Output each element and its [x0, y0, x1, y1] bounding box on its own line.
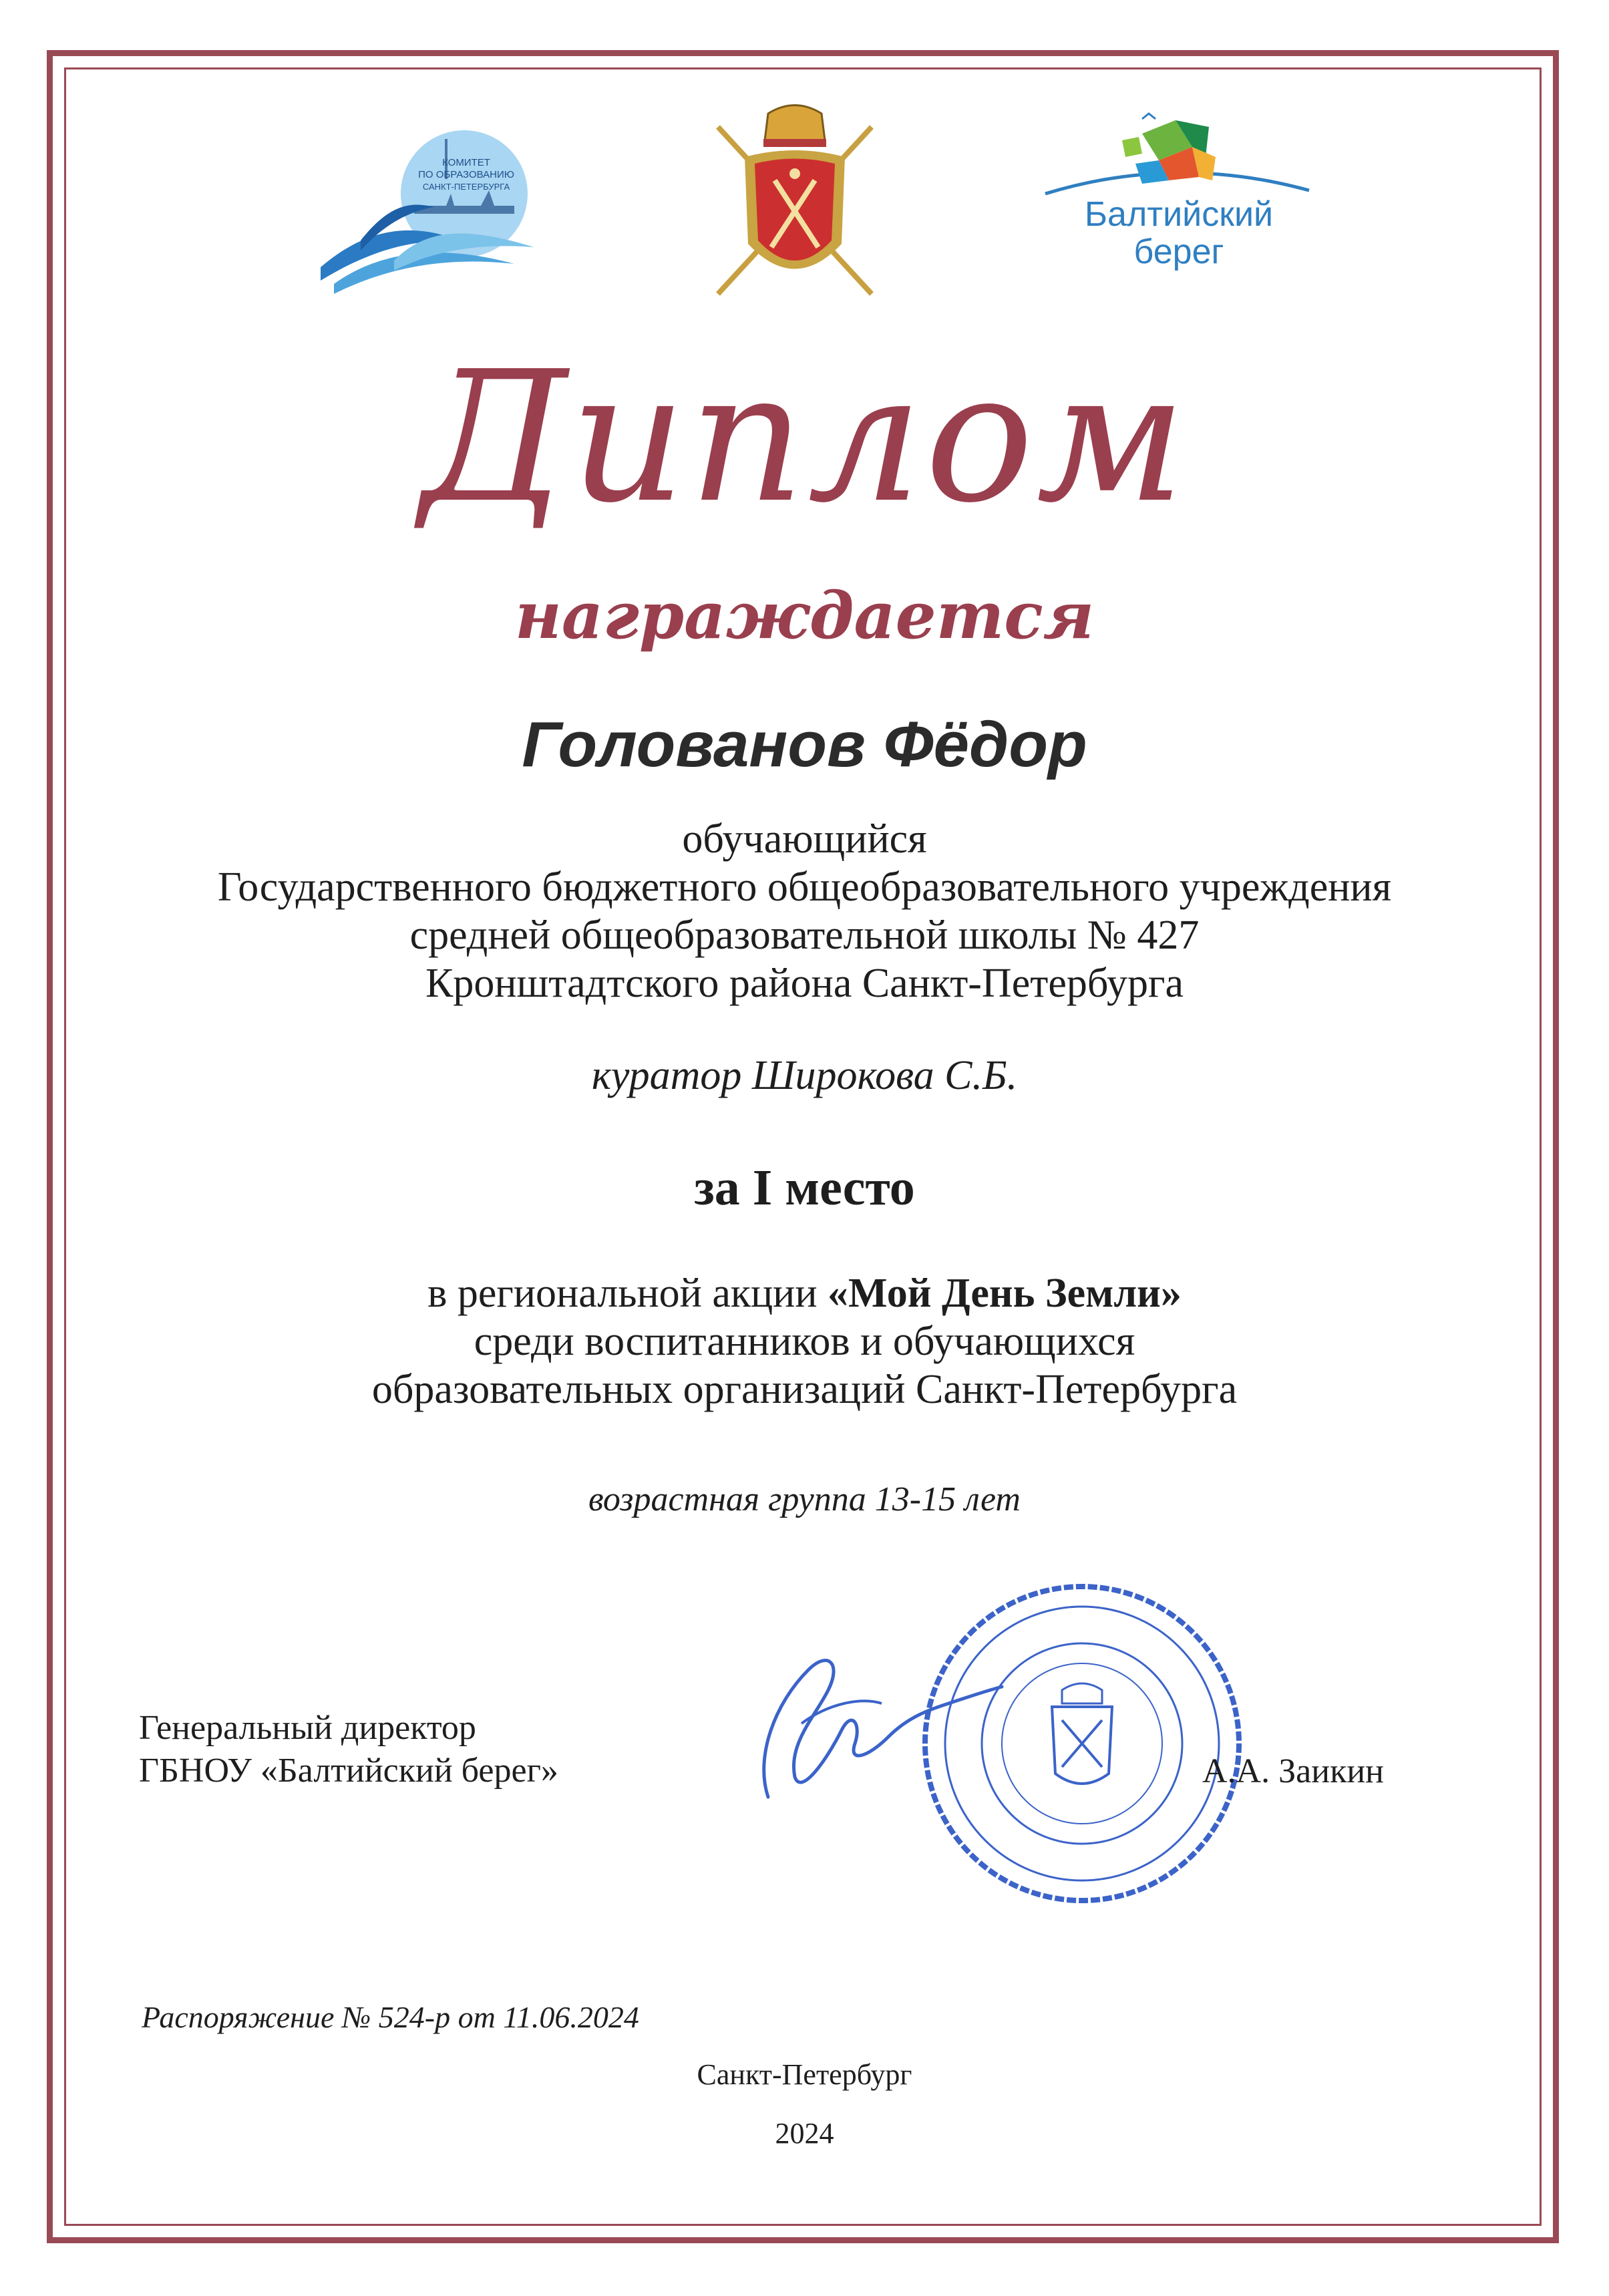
event-line [0, 1269, 1609, 1317]
awarded-label: награждается [514, 578, 1095, 653]
baltic-logo-line-1: Балтийский [1084, 195, 1274, 234]
event-line: образовательных организаций Санкт-Петербурга [371, 1367, 1238, 1412]
event-prefix: в региональной акции [427, 1271, 828, 1316]
official-seal-icon [918, 1580, 1246, 1907]
decree-reference: Распоряжение № 524-р от 11.06.2024 [142, 2000, 639, 2034]
recipient-description [0, 815, 1609, 1007]
baltic-logo-line-2: берег [1133, 232, 1224, 271]
event-name: «Мой День Земли» [828, 1271, 1182, 1316]
recipient-name: Голованов Фёдор [522, 709, 1087, 780]
director-title [139, 1707, 558, 1792]
event-line: среди воспитанников и обучающихся [474, 1319, 1135, 1364]
curator-line: куратор Широкова С.Б. [591, 1053, 1018, 1098]
director-title-line: Генеральный директор [139, 1709, 476, 1747]
committee-logo-line-2: ПО ОБРАЗОВАНИЮ [418, 169, 514, 180]
signer-name: А.А. Заикин [1202, 1752, 1384, 1790]
committee-logo [314, 127, 554, 301]
age-group: возрастная группа 13-15 лет [588, 1480, 1021, 1518]
baltic-bereg-logo [1042, 107, 1316, 281]
description-line: Государственного бюджетного общеобразовательного учреждения [217, 864, 1392, 910]
place-awarded: за I место [694, 1160, 915, 1216]
committee-logo-line-1: КОМИТЕТ [442, 157, 490, 168]
city-name: Санкт-Петербург [697, 2058, 912, 2091]
issue-year: 2024 [775, 2117, 834, 2150]
description-line: средней общеобразовательной школы № 427 [409, 913, 1200, 958]
director-title-line: ГБНОУ «Балтийский берег» [139, 1752, 558, 1790]
description-line: обучающийся [682, 816, 927, 862]
committee-logo-line-3: САНКТ-ПЕТЕРБУРГА [422, 182, 510, 192]
coat-of-arms-icon [705, 100, 885, 307]
description-line: Кронштадтского района Санкт-Петербурга [425, 961, 1184, 1006]
event-description [0, 1269, 1609, 1414]
baltic-leaf-icon [1042, 107, 1316, 207]
diploma-title: Диплом [420, 332, 1189, 542]
